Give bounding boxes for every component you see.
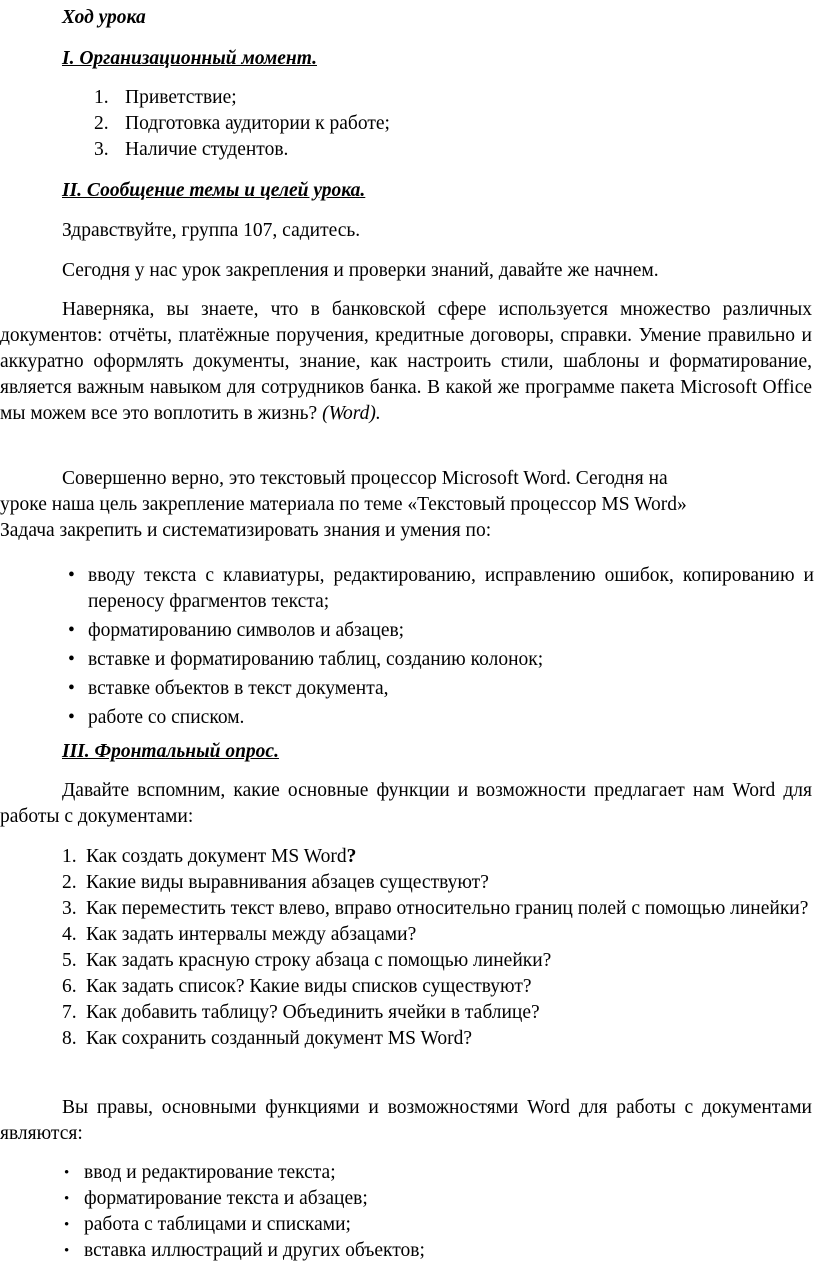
list-item-text: ввод и редактирование текста; (84, 1162, 336, 1183)
list-number: 1. (94, 87, 109, 108)
lesson-title: Ход урока (62, 7, 146, 28)
list-item-text: Какие виды выравнивания абзацев существуют? (86, 872, 489, 893)
list-item-text: работе со списком. (88, 707, 245, 728)
list-item (66, 647, 814, 673)
list-number: 2. (62, 872, 77, 893)
list-item (62, 1026, 814, 1052)
question-mark: ? (346, 846, 357, 867)
bullet-icon: • (68, 678, 75, 699)
list-item (62, 1212, 814, 1238)
list-item (62, 974, 814, 1000)
list-item (62, 948, 814, 974)
list-item (62, 844, 814, 870)
bullet-icon: • (68, 707, 75, 728)
list-number: 8. (62, 1028, 77, 1049)
list-item-text: вводу текста с клавиатуры, редактированию, исправлению ошибок, копированию и переносу фрагментов текста; (88, 565, 814, 612)
goal-line-3: Задача закрепить и систематизировать знания и умения по: (0, 520, 492, 541)
bullet-icon: • (64, 1243, 70, 1259)
section-heading-topic: II. Сообщение темы и целей урока. (62, 180, 366, 201)
list-number: 7. (62, 1002, 77, 1023)
list-item-text: Как создать документ MS Word (86, 846, 347, 867)
list-item (66, 705, 814, 731)
list-item-text: Наличие студентов. (125, 139, 289, 160)
goal-line-1: Совершенно верно, это текстовый процессор Microsoft Word. Сегодня на (62, 468, 668, 489)
list-item-text: Как задать интервалы между абзацами? (86, 924, 417, 945)
list-item-text: вставке и форматированию таблиц, созданию колонок; (88, 649, 544, 670)
list-number: 1. (62, 846, 77, 867)
list-number: 5. (62, 950, 77, 971)
bullet-icon: • (68, 620, 75, 641)
list-number: 2. (94, 113, 109, 134)
list-item (62, 1238, 814, 1264)
list-item (62, 896, 814, 922)
bullet-icon: • (64, 1165, 70, 1181)
bullet-icon: • (64, 1191, 70, 1207)
list-item-text: Как переместить текст влево, вправо относительно границ полей с помощью линейки? (86, 898, 809, 919)
bullet-icon: • (64, 1217, 70, 1233)
list-item-text: вставка иллюстраций и других объектов; (84, 1240, 425, 1261)
summary-paragraph: Вы правы, основными функциями и возможностями Word для работы с документами являются: (0, 1097, 812, 1144)
list-number: 3. (62, 898, 77, 919)
survey-intro: Давайте вспомним, какие основные функции и возможности предлагает нам Word для работы с документами: (0, 780, 812, 827)
section-heading-organizational: I. Организационный момент. (62, 48, 317, 69)
list-item (62, 922, 814, 948)
list-item-text: Подготовка аудитории к работе; (125, 113, 390, 134)
list-item-text: форматированию символов и абзацев; (88, 620, 405, 641)
list-item-text: Как добавить таблицу? Объединить ячейки в таблице? (86, 1002, 540, 1023)
list-item (62, 1186, 814, 1212)
list-number: 4. (62, 924, 77, 945)
list-item (66, 618, 814, 644)
greeting-text: Здравствуйте, группа 107, садитесь. (62, 220, 361, 241)
list-item (66, 676, 814, 702)
list-item-text: Как задать красную строку абзаца с помощью линейки? (86, 950, 552, 971)
bullet-icon: • (68, 649, 75, 670)
functions-list (62, 1160, 814, 1264)
banking-paragraph (0, 297, 812, 427)
answer-word: (Word). (322, 403, 381, 424)
goal-line-2: уроке наша цель закрепление материала по теме «Текстовый процессор MS Word» (0, 494, 687, 515)
list-number: 3. (94, 139, 109, 160)
list-item-text: Как сохранить созданный документ MS Word? (86, 1028, 472, 1049)
list-item (66, 563, 814, 615)
list-item-text: Как задать список? Какие виды списков существуют? (86, 976, 532, 997)
list-item (62, 1000, 814, 1026)
questions-list (62, 844, 814, 1052)
list-item (62, 1160, 814, 1186)
list-item (62, 870, 814, 896)
section-heading-survey: III. Фронтальный опрос. (62, 741, 279, 762)
banking-paragraph-text: Наверняка, вы знаете, что в банковской сфере используется множество различных документов: отчёты, платёжные поручения, кредитные договоры, справки. Умение правильно и аккуратно оформлять документы, знание, как настроить стили, шаблоны и форматирование, является важным навыком для сотрудников банка. В какой же программе пакета Microsoft Office мы можем все это воплотить в жизнь? (0, 299, 812, 424)
list-item-text: вставке объектов в текст документа, (88, 678, 389, 699)
bullet-icon: • (68, 565, 75, 586)
list-number: 6. (62, 976, 77, 997)
intro-text: Сегодня у нас урок закрепления и проверки знаний, давайте же начнем. (62, 260, 659, 281)
list-item-text: Приветствие; (125, 87, 237, 108)
list-item-text: форматирование текста и абзацев; (84, 1188, 368, 1209)
list-item-text: работа с таблицами и списками; (84, 1214, 351, 1235)
skills-list (66, 563, 814, 734)
